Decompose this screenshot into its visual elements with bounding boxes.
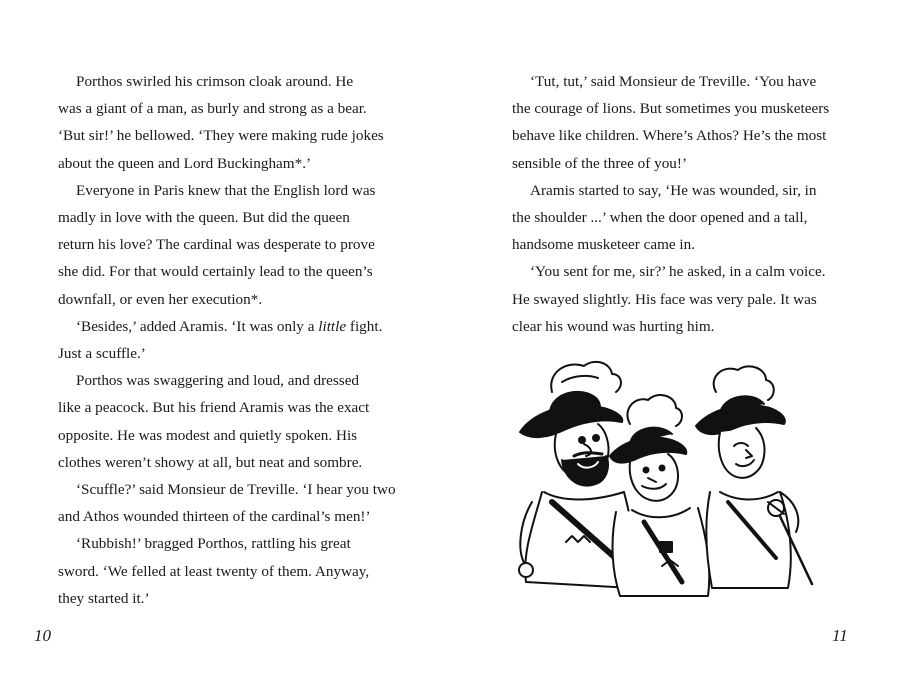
page-number: 10 bbox=[34, 626, 51, 645]
paragraph: Everyone in Paris knew that the English lord was madly in love with the queen. But did the queen return his love? The cardinal was desperate to prove she did. For that would certainly lead to the queen’s downfall, or even her execution*. bbox=[58, 181, 376, 308]
paragraph: ‘Tut, tut,’ said Monsieur de Treville. ‘You have the courage of lions. But sometimes you musketeers behave like children. Where’s Athos? He’s the most sensible of the three of you!’ bbox=[512, 73, 830, 172]
emphasis: little bbox=[318, 317, 347, 335]
paragraph: ‘You sent for me, sir?’ he asked, in a calm voice. He swayed slightly. His face was very pale. It was clear his wound was hurting him. bbox=[512, 263, 826, 335]
page-number: 11 bbox=[832, 626, 848, 645]
paragraph: Aramis started to say, ‘He was wounded, sir, in the shoulder ...’ when the door opened and a tall, handsome musketeer came in. bbox=[512, 181, 817, 254]
right-text-column bbox=[512, 68, 830, 340]
paragraph: ‘Rubbish!’ bragged Porthos, rattling his great sword. ‘We felled at least twenty of them. Anyway, they started it.’ bbox=[58, 535, 370, 607]
left-text-column bbox=[58, 68, 396, 612]
musketeers-illustration bbox=[512, 352, 832, 602]
right-page bbox=[450, 0, 900, 677]
aramis-figure bbox=[696, 366, 812, 588]
paragraph: ‘Besides,’ added Aramis. ‘It was only a little fight. Just a scuffle.’ bbox=[58, 317, 383, 363]
paragraph: Porthos was swaggering and loud, and dressed like a peacock. But his friend Aramis was the exact opposite. He was modest and quietly spoken. His clothes weren’t showy at all, but neat and sombre. bbox=[58, 372, 370, 471]
paragraph: ‘Scuffle?’ said Monsieur de Treville. ‘I hear you two and Athos wounded thirteen of the cardinal’s men!’ bbox=[58, 481, 396, 526]
paragraph: Porthos swirled his crimson cloak around. He was a giant of a man, as burly and strong as a bear. ‘But sir!’ he bellowed. ‘They were making rude jokes about the queen and Lord Buckingham*.’ bbox=[58, 73, 384, 172]
